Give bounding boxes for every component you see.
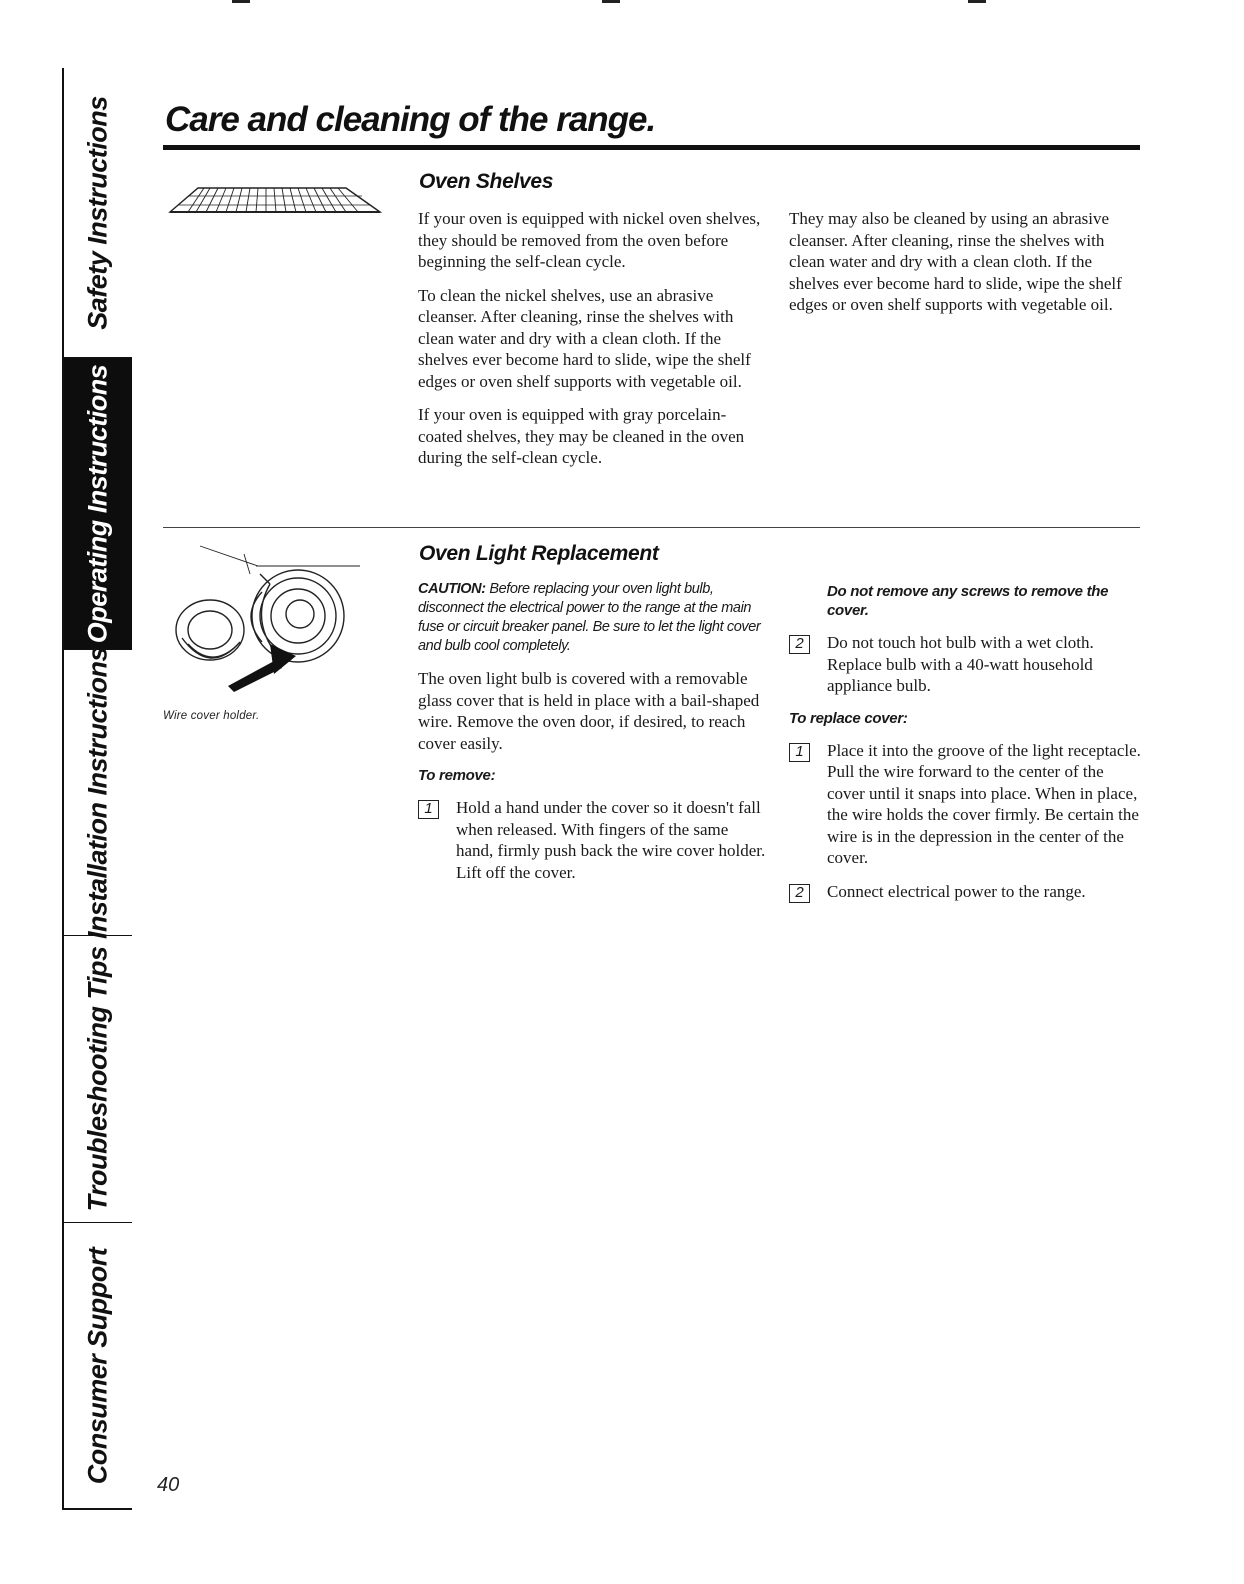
step-number-badge: 1 [789, 743, 810, 762]
tab-label: Operating Instructions [82, 364, 113, 643]
caution-label: CAUTION: [418, 581, 486, 597]
figure-caption: Wire cover holder. [163, 710, 260, 722]
page-number: 40 [157, 1474, 180, 1496]
oven-light-right-column [789, 582, 1141, 914]
oven-light-left-column [418, 580, 766, 895]
step-text: Do not touch hot bulb with a wet cloth. Replace bulb with a 40-watt household appliance bulb. [827, 633, 1094, 695]
step-number-badge: 2 [789, 635, 810, 654]
registration-mark [968, 0, 986, 3]
tab-consumer-support[interactable] [64, 1223, 132, 1508]
tab-label: Safety Instructions [82, 95, 113, 330]
oven-shelf-illustration [168, 186, 383, 216]
tab-troubleshooting-tips[interactable] [64, 936, 132, 1223]
oven-shelves-left-column [418, 208, 770, 481]
step-text: Hold a hand under the cover so it doesn't fall when released. With fingers of the same hand, firmly push back the wire cover holder. Lift off the cover. [456, 798, 766, 882]
replace-step-1 [789, 740, 1141, 869]
oven-shelves-heading: Oven Shelves [419, 170, 554, 193]
remove-step-2 [789, 632, 1141, 697]
registration-mark [232, 0, 250, 3]
replace-step-2 [789, 881, 1141, 903]
paragraph: The oven light bulb is covered with a removable glass cover that is held in place with a bail-shaped wire. Remove the oven door, if desired, to reach cover easily. [418, 669, 760, 753]
registration-mark [602, 0, 620, 3]
to-remove-heading: To remove: [418, 767, 496, 784]
side-tab-strip [62, 68, 132, 1510]
paragraph: They may also be cleaned by using an abrasive cleanser. After cleaning, rinse the shelves with clean water and dry with a clean cloth. If the shelves ever become hard to slide, wipe the shelf edges or oven shelf supports with vegetable oil. [789, 209, 1122, 314]
tab-label: Troubleshooting Tips [82, 946, 113, 1212]
paragraph: If your oven is equipped with nickel oven shelves, they should be removed from the oven before beginning the self-clean cycle. [418, 209, 761, 271]
step-text: Place it into the groove of the light receptacle. Pull the wire forward to the center of the cover until it snaps into place. When in place, the wire holds the cover firmly. Be certain the wire is in the depression in the center of the cover. [827, 740, 1141, 867]
to-replace-heading: To replace cover: [789, 709, 908, 727]
oven-light-heading: Oven Light Replacement [419, 542, 659, 565]
step-number-badge: 1 [418, 800, 439, 819]
section-divider [163, 527, 1140, 528]
oven-light-illustration [170, 544, 366, 696]
step-text: Connect electrical power to the range. [827, 881, 1086, 901]
remove-step-1 [418, 797, 766, 883]
title-rule [163, 145, 1140, 150]
paragraph: If your oven is equipped with gray porcelain-coated shelves, they may be cleaned in the oven during the self-clean cycle. [418, 405, 745, 467]
caution-note [418, 580, 766, 656]
paragraph: To clean the nickel shelves, use an abrasive cleanser. After cleaning, rinse the shelves with clean water and dry with a clean cloth. If the shelves ever become hard to slide, wipe the shelf edges or oven shelf supports with vegetable oil. [418, 285, 751, 391]
warning-note: Do not remove any screws to remove the cover. [827, 583, 1109, 619]
oven-shelves-right-column [789, 208, 1141, 328]
tab-label: Installation Instructions [82, 646, 113, 939]
tab-label: Consumer Support [82, 1247, 113, 1484]
tab-safety-instructions[interactable] [64, 68, 132, 358]
tab-operating-instructions[interactable] [64, 358, 132, 650]
tab-installation-instructions[interactable] [64, 646, 132, 939]
step-number-badge: 2 [789, 884, 810, 903]
caution-text: Before replacing your oven light bulb, disconnect the electrical power to the range at the main fuse or circuit breaker panel. Be sure to let the light cover and bulb cool completely. [418, 581, 761, 654]
page-title: Care and cleaning of the range. [165, 100, 656, 139]
